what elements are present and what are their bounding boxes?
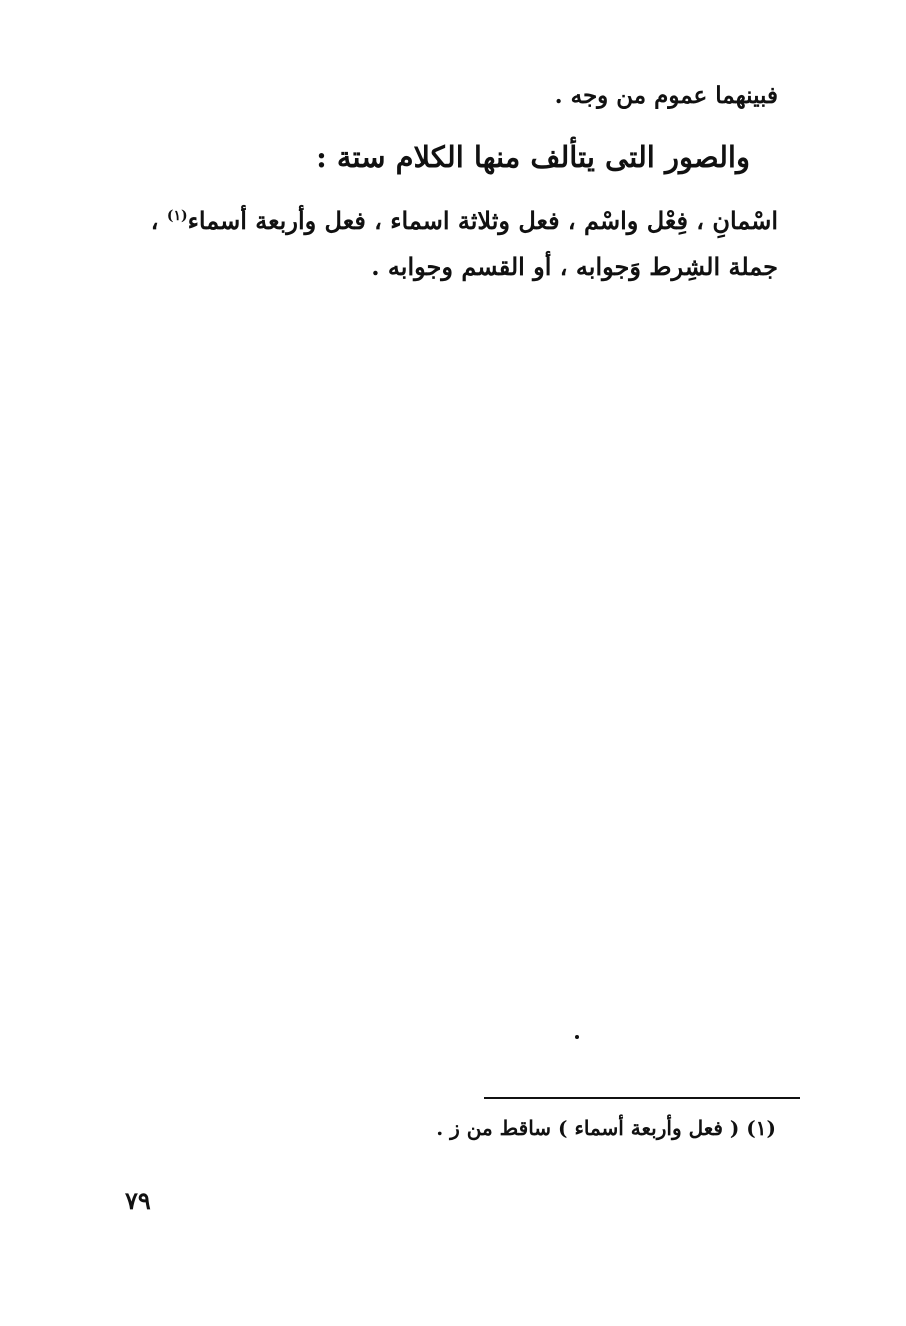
stray-dot [575, 1035, 579, 1039]
section-heading: والصور التى يتألف منها الكلام ستة : [316, 140, 750, 174]
footnote-text: (١) ( فعل وأربعة أسماء ) ساقط من ز . [436, 1116, 776, 1140]
paragraph-line-1-end: ، [150, 206, 167, 235]
page-number: ٧٩ [125, 1186, 151, 1215]
footnote-reference: (١) [166, 208, 188, 224]
paragraph-line-1-text: اسْمانِ ، فِعْل واسْم ، فعل وثلاثة اسماء ، فعل وأربعة أسماء [187, 206, 778, 235]
footnote-separator [484, 1097, 800, 1099]
text-line-1: فبينهما عموم من وجه . [554, 82, 778, 109]
paragraph-line-2: جملة الشِرط وَجوابه ، أو القسم وجوابه . [371, 252, 778, 281]
paragraph-line-1 [88, 206, 778, 235]
